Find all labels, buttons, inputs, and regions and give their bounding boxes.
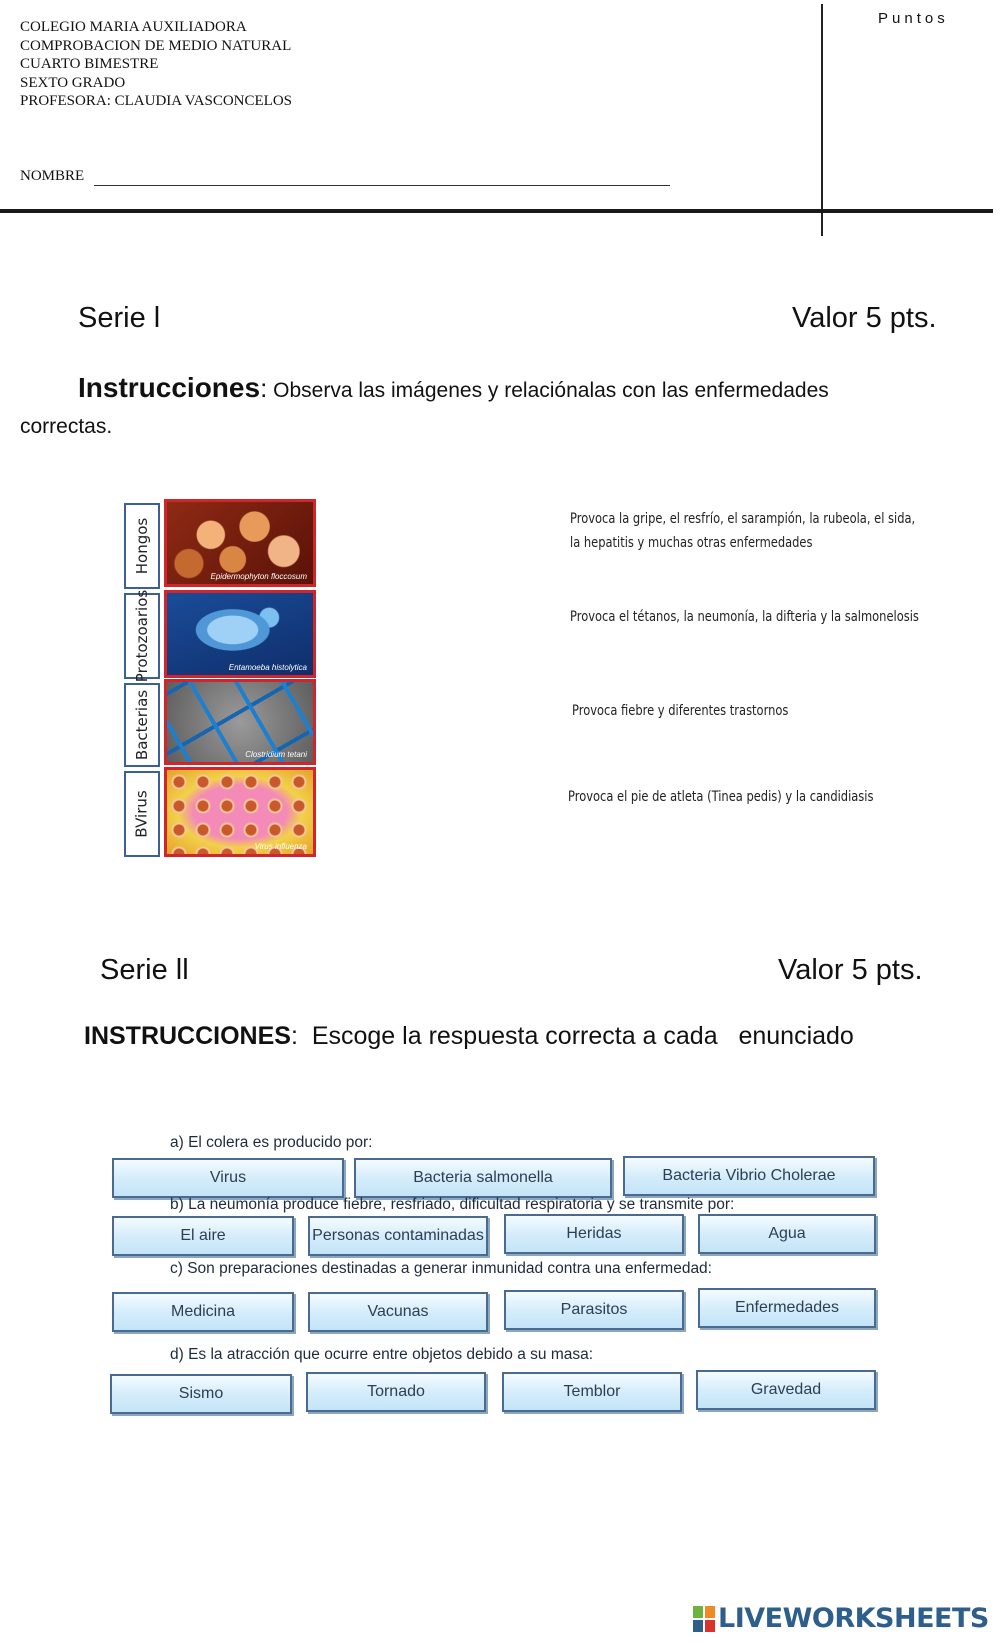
desc-protozoarios[interactable]: Provoca fiebre y diferentes trastornos xyxy=(572,703,789,719)
option-b-agua[interactable]: Agua xyxy=(698,1214,876,1254)
tag-hongos[interactable] xyxy=(124,503,160,589)
option-a-salmonella[interactable]: Bacteria salmonella xyxy=(354,1158,612,1198)
option-b-personas[interactable]: Personas contaminadas xyxy=(308,1216,488,1256)
virus-caption: Virus influenza xyxy=(254,842,307,851)
fungus-caption: Epidermophyton floccosum xyxy=(210,572,307,581)
option-d-tornado[interactable]: Tornado xyxy=(306,1372,486,1412)
school-header xyxy=(20,18,292,111)
serie1-value: Valor 5 pts. xyxy=(792,302,937,334)
protozoa-caption: Entamoeba histolytica xyxy=(228,663,307,672)
desc-virus-line1: Provoca la gripe, el resfrío, el sarampión, la rubeola, el sida, xyxy=(570,511,916,527)
teacher-line: PROFESORA: CLAUDIA VASCONCELOS xyxy=(20,93,293,109)
bacteria-image xyxy=(164,679,316,765)
serie2-instr-colon: : xyxy=(290,1022,298,1050)
question-c: c) Son preparaciones destinadas a generar inmunidad contra una enfermedad: xyxy=(170,1260,712,1277)
serie2-instr-label: INSTRUCCIONES xyxy=(84,1022,291,1050)
logo-square-green xyxy=(693,1606,703,1618)
header-divider xyxy=(821,4,823,236)
option-d-temblor[interactable]: Temblor xyxy=(502,1372,682,1412)
question-b: b) La neumonía produce fiebre, resfriado, dificultad respiratoria y se transmite por: xyxy=(170,1196,735,1213)
desc-virus[interactable] xyxy=(570,507,947,555)
liveworksheets-text: LIVEWORKSHEETS xyxy=(718,1603,989,1634)
logo-square-red xyxy=(705,1620,715,1632)
desc-hongos[interactable]: Provoca el pie de atleta (Tinea pedis) y la candidiasis xyxy=(568,789,874,805)
option-c-parasitos[interactable]: Parasitos xyxy=(504,1290,684,1330)
option-c-enfermedades[interactable]: Enfermedades xyxy=(698,1288,876,1328)
desc-bacterias[interactable]: Provoca el tétanos, la neumonía, la difteria y la salmonelosis xyxy=(570,609,919,625)
option-a-vibrio[interactable]: Bacteria Vibrio Cholerae xyxy=(623,1156,875,1196)
name-label: NOMBRE xyxy=(20,168,85,184)
tag-virus-label: BVirus xyxy=(133,790,152,838)
subject-line: COMPROBACION DE MEDIO NATURAL xyxy=(20,37,292,54)
desc-virus-line2: la hepatitis y muchas otras enfermedades xyxy=(570,535,813,551)
fungus-image xyxy=(164,499,316,587)
serie2-instructions xyxy=(84,1022,854,1051)
period-line: CUARTO BIMESTRE xyxy=(20,56,159,72)
serie1-title: Serie l xyxy=(78,302,161,334)
option-c-medicina[interactable]: Medicina xyxy=(112,1292,294,1332)
logo-square-blue xyxy=(693,1620,703,1632)
liveworksheets-logo[interactable] xyxy=(693,1603,989,1634)
tag-bacterias[interactable] xyxy=(124,683,160,767)
option-a-virus[interactable]: Virus xyxy=(112,1158,344,1198)
virus-image xyxy=(164,767,316,857)
matching-panel xyxy=(122,503,919,868)
option-c-vacunas[interactable]: Vacunas xyxy=(308,1292,488,1332)
serie2-value: Valor 5 pts. xyxy=(778,954,923,986)
serie1-instr-text2: correctas. xyxy=(20,415,113,438)
protozoa-image xyxy=(164,590,316,678)
grade-line: SEXTO GRADO xyxy=(20,74,126,91)
question-d: d) Es la atracción que ocurre entre objetos debido a su masa: xyxy=(170,1346,594,1363)
tag-bacterias-label: Bacterias xyxy=(133,689,151,761)
header-rule xyxy=(0,209,993,213)
option-d-sismo[interactable]: Sismo xyxy=(110,1374,292,1414)
tag-protozoarios-label: Protozoarios xyxy=(133,589,151,683)
bacteria-caption: Clostridium tetani xyxy=(245,750,307,759)
liveworksheets-icon xyxy=(693,1606,715,1632)
option-b-heridas[interactable]: Heridas xyxy=(504,1214,684,1254)
serie1-instr-colon: : xyxy=(260,373,268,403)
serie1-instr-label: Instrucciones xyxy=(78,372,261,403)
question-a: a) El colera es producido por: xyxy=(170,1134,373,1151)
tag-virus[interactable] xyxy=(124,771,160,857)
school-name: COLEGIO MARIA AUXILIADORA xyxy=(20,19,247,35)
option-b-aire[interactable]: El aire xyxy=(112,1216,294,1256)
name-field-line[interactable] xyxy=(94,185,670,186)
option-d-gravedad[interactable]: Gravedad xyxy=(696,1370,876,1410)
serie1-instructions xyxy=(78,372,829,404)
tag-protozoarios[interactable] xyxy=(124,589,160,683)
serie2-title: Serie ll xyxy=(100,954,189,986)
quiz-panel xyxy=(108,1134,894,1436)
points-label: Puntos xyxy=(878,10,949,27)
serie2-instr-text: Escoge la respuesta correcta a cada enunciado xyxy=(311,1022,854,1050)
logo-square-orange xyxy=(705,1606,715,1618)
tag-hongos-label: Hongos xyxy=(133,517,152,575)
serie1-instr-text: Observa las imágenes y relaciónalas con las enfermedades xyxy=(267,379,829,402)
